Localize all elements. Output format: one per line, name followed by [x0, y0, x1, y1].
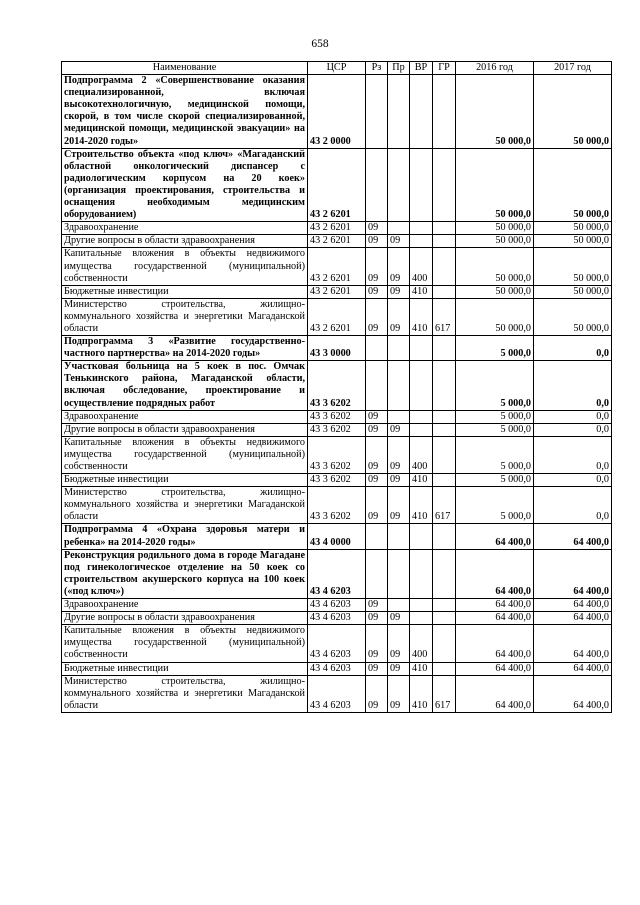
cell-y2017: 50 000,0 — [534, 235, 612, 248]
cell-gr: 617 — [433, 298, 456, 335]
cell-rz: 09 — [366, 612, 388, 625]
cell-y2016: 5 000,0 — [456, 410, 534, 423]
header-vr: ВР — [410, 62, 433, 75]
cell-y2016: 50 000,0 — [456, 285, 534, 298]
table-row — [62, 235, 612, 248]
cell-csr: 43 4 6203 — [308, 549, 366, 598]
table-row — [62, 625, 612, 662]
cell-y2016: 64 400,0 — [456, 524, 534, 549]
cell-csr: 43 2 0000 — [308, 75, 366, 149]
cell-pr — [388, 524, 410, 549]
cell-pr — [388, 410, 410, 423]
cell-csr: 43 4 6203 — [308, 599, 366, 612]
cell-csr: 43 2 6201 — [308, 285, 366, 298]
cell-pr — [388, 148, 410, 222]
cell-y2017: 50 000,0 — [534, 298, 612, 335]
cell-vr — [410, 148, 433, 222]
cell-y2017: 0,0 — [534, 474, 612, 487]
cell-name: Министерство строительства, жилищно-коммунального хозяйства и энергетики Магаданской области — [62, 487, 308, 524]
cell-rz — [366, 549, 388, 598]
cell-rz: 09 — [366, 599, 388, 612]
header-pr: Пр — [388, 62, 410, 75]
cell-pr — [388, 222, 410, 235]
cell-rz: 09 — [366, 410, 388, 423]
cell-csr: 43 3 6202 — [308, 423, 366, 436]
cell-gr — [433, 599, 456, 612]
cell-vr — [410, 336, 433, 361]
cell-vr — [410, 235, 433, 248]
cell-name: Реконструкция родильного дома в городе Магадане под гинекологическое отделение на 50 коек со строительством акушерского корпуса на 100 коек («под ключ») — [62, 549, 308, 598]
cell-y2017: 64 400,0 — [534, 549, 612, 598]
cell-gr — [433, 75, 456, 149]
cell-rz: 09 — [366, 474, 388, 487]
cell-y2016: 5 000,0 — [456, 336, 534, 361]
cell-y2016: 50 000,0 — [456, 222, 534, 235]
cell-y2017: 64 400,0 — [534, 524, 612, 549]
cell-y2016: 5 000,0 — [456, 487, 534, 524]
cell-pr — [388, 75, 410, 149]
cell-y2016: 5 000,0 — [456, 474, 534, 487]
table-row — [62, 336, 612, 361]
table-row — [62, 298, 612, 335]
table-row — [62, 75, 612, 149]
cell-gr — [433, 662, 456, 675]
cell-gr — [433, 423, 456, 436]
cell-name: Здравоохранение — [62, 599, 308, 612]
cell-pr: 09 — [388, 675, 410, 712]
cell-pr: 09 — [388, 625, 410, 662]
cell-y2017: 50 000,0 — [534, 75, 612, 149]
table-row — [62, 675, 612, 712]
cell-y2017: 0,0 — [534, 410, 612, 423]
cell-pr: 09 — [388, 285, 410, 298]
cell-rz — [366, 148, 388, 222]
cell-csr: 43 4 6203 — [308, 612, 366, 625]
cell-y2017: 50 000,0 — [534, 285, 612, 298]
cell-y2016: 64 400,0 — [456, 662, 534, 675]
cell-gr — [433, 285, 456, 298]
cell-csr: 43 4 6203 — [308, 675, 366, 712]
cell-vr — [410, 524, 433, 549]
cell-name: Здравоохранение — [62, 222, 308, 235]
cell-rz: 09 — [366, 298, 388, 335]
cell-csr: 43 3 6202 — [308, 487, 366, 524]
cell-pr — [388, 361, 410, 410]
table-row — [62, 148, 612, 222]
table-row — [62, 423, 612, 436]
cell-y2016: 5 000,0 — [456, 361, 534, 410]
cell-name: Капитальные вложения в объекты недвижимого имущества государственной (муниципальной) собственности — [62, 436, 308, 473]
cell-y2017: 64 400,0 — [534, 612, 612, 625]
table-row — [62, 248, 612, 285]
cell-y2017: 64 400,0 — [534, 599, 612, 612]
cell-rz: 09 — [366, 423, 388, 436]
cell-y2016: 50 000,0 — [456, 248, 534, 285]
cell-rz — [366, 336, 388, 361]
cell-pr: 09 — [388, 474, 410, 487]
cell-y2016: 50 000,0 — [456, 298, 534, 335]
cell-y2017: 0,0 — [534, 487, 612, 524]
cell-vr: 410 — [410, 487, 433, 524]
cell-pr: 09 — [388, 235, 410, 248]
cell-y2017: 0,0 — [534, 336, 612, 361]
cell-y2017: 0,0 — [534, 436, 612, 473]
table-body — [62, 75, 612, 713]
cell-pr: 09 — [388, 436, 410, 473]
cell-csr: 43 4 6203 — [308, 662, 366, 675]
cell-rz: 09 — [366, 487, 388, 524]
cell-gr — [433, 410, 456, 423]
cell-csr: 43 2 6201 — [308, 148, 366, 222]
cell-csr: 43 4 6203 — [308, 625, 366, 662]
cell-name: Капитальные вложения в объекты недвижимого имущества государственной (муниципальной) собственности — [62, 625, 308, 662]
table-header-row — [62, 62, 612, 75]
table-row — [62, 599, 612, 612]
cell-gr — [433, 549, 456, 598]
header-csr: ЦСР — [308, 62, 366, 75]
cell-csr: 43 3 6202 — [308, 361, 366, 410]
cell-vr: 410 — [410, 662, 433, 675]
cell-csr: 43 2 6201 — [308, 235, 366, 248]
cell-name: Министерство строительства, жилищно-коммунального хозяйства и энергетики Магаданской области — [62, 298, 308, 335]
cell-y2016: 64 400,0 — [456, 612, 534, 625]
cell-rz — [366, 75, 388, 149]
cell-vr: 410 — [410, 298, 433, 335]
cell-y2017: 0,0 — [534, 361, 612, 410]
table-row — [62, 612, 612, 625]
cell-gr — [433, 235, 456, 248]
cell-name: Здравоохранение — [62, 410, 308, 423]
cell-y2016: 50 000,0 — [456, 75, 534, 149]
cell-vr: 410 — [410, 285, 433, 298]
cell-name: Подпрограмма 3 «Развитие государственно-частного партнерства» на 2014-2020 годы» — [62, 336, 308, 361]
cell-name: Бюджетные инвестиции — [62, 662, 308, 675]
header-gr: ГР — [433, 62, 456, 75]
cell-gr — [433, 524, 456, 549]
header-2017: 2017 год — [534, 62, 612, 75]
cell-pr — [388, 336, 410, 361]
page-number: 658 — [311, 38, 329, 50]
cell-gr — [433, 222, 456, 235]
table-row — [62, 361, 612, 410]
cell-y2017: 50 000,0 — [534, 222, 612, 235]
cell-name: Подпрограмма 2 «Совершенствование оказания специализированной, включая высокотехнологичную, медицинской помощи, скорой, в том числе скорой специализированной, медицинской помощи, медицинской эвакуации» на 2014-2020 годы» — [62, 75, 308, 149]
cell-rz: 09 — [366, 285, 388, 298]
cell-pr: 09 — [388, 298, 410, 335]
cell-name: Бюджетные инвестиции — [62, 285, 308, 298]
cell-name: Другие вопросы в области здравоохранения — [62, 423, 308, 436]
cell-name: Строительство объекта «под ключ» «Магаданский областной онкологический диспансер с радиологическим корпусом на 20 коек» (организация проектирования, строительства и оснащения необходимым медицинским оборудованием) — [62, 148, 308, 222]
cell-gr — [433, 361, 456, 410]
cell-vr — [410, 599, 433, 612]
table-row — [62, 487, 612, 524]
cell-vr: 410 — [410, 474, 433, 487]
cell-csr: 43 3 6202 — [308, 474, 366, 487]
cell-name: Капитальные вложения в объекты недвижимого имущества государственной (муниципальной) собственности — [62, 248, 308, 285]
cell-vr — [410, 410, 433, 423]
cell-gr: 617 — [433, 675, 456, 712]
cell-y2016: 64 400,0 — [456, 549, 534, 598]
cell-pr: 09 — [388, 248, 410, 285]
cell-y2016: 64 400,0 — [456, 599, 534, 612]
cell-name: Другие вопросы в области здравоохранения — [62, 612, 308, 625]
cell-name: Другие вопросы в области здравоохранения — [62, 235, 308, 248]
cell-y2017: 0,0 — [534, 423, 612, 436]
cell-gr — [433, 625, 456, 662]
cell-rz: 09 — [366, 235, 388, 248]
cell-csr: 43 2 6201 — [308, 222, 366, 235]
cell-gr — [433, 248, 456, 285]
cell-name: Министерство строительства, жилищно-коммунального хозяйства и энергетики Магаданской области — [62, 675, 308, 712]
cell-rz — [366, 524, 388, 549]
cell-rz: 09 — [366, 625, 388, 662]
cell-pr: 09 — [388, 662, 410, 675]
cell-y2017: 64 400,0 — [534, 625, 612, 662]
cell-gr — [433, 474, 456, 487]
cell-y2017: 64 400,0 — [534, 675, 612, 712]
cell-rz: 09 — [366, 436, 388, 473]
cell-vr: 400 — [410, 436, 433, 473]
cell-rz: 09 — [366, 222, 388, 235]
cell-pr: 09 — [388, 487, 410, 524]
table-row — [62, 285, 612, 298]
cell-vr — [410, 612, 433, 625]
cell-name: Участковая больница на 5 коек в пос. Омчак Тенькинского района, Магаданской области, включая обследование, проектирование и осуществление подрядных работ — [62, 361, 308, 410]
cell-gr — [433, 336, 456, 361]
cell-pr: 09 — [388, 423, 410, 436]
cell-y2017: 50 000,0 — [534, 248, 612, 285]
cell-name: Бюджетные инвестиции — [62, 474, 308, 487]
table-row — [62, 524, 612, 549]
cell-y2016: 50 000,0 — [456, 235, 534, 248]
cell-rz: 09 — [366, 662, 388, 675]
cell-y2016: 5 000,0 — [456, 423, 534, 436]
cell-pr — [388, 549, 410, 598]
cell-name: Подпрограмма 4 «Охрана здоровья матери и ребенка» на 2014-2020 годы» — [62, 524, 308, 549]
cell-rz — [366, 361, 388, 410]
table-row — [62, 436, 612, 473]
cell-csr: 43 3 6202 — [308, 436, 366, 473]
cell-csr: 43 3 0000 — [308, 336, 366, 361]
table-row — [62, 662, 612, 675]
cell-vr — [410, 549, 433, 598]
cell-rz: 09 — [366, 675, 388, 712]
cell-csr: 43 3 6202 — [308, 410, 366, 423]
cell-vr — [410, 423, 433, 436]
cell-csr: 43 2 6201 — [308, 248, 366, 285]
cell-gr — [433, 148, 456, 222]
cell-vr — [410, 361, 433, 410]
cell-vr: 400 — [410, 248, 433, 285]
header-name: Наименование — [62, 62, 308, 75]
cell-gr: 617 — [433, 487, 456, 524]
cell-y2017: 64 400,0 — [534, 662, 612, 675]
cell-y2016: 64 400,0 — [456, 625, 534, 662]
cell-gr — [433, 612, 456, 625]
header-2016: 2016 год — [456, 62, 534, 75]
cell-y2016: 5 000,0 — [456, 436, 534, 473]
budget-table — [61, 61, 612, 713]
cell-csr: 43 4 0000 — [308, 524, 366, 549]
table-row — [62, 549, 612, 598]
table-row — [62, 410, 612, 423]
header-rz: Рз — [366, 62, 388, 75]
cell-vr: 400 — [410, 625, 433, 662]
cell-vr — [410, 222, 433, 235]
cell-rz: 09 — [366, 248, 388, 285]
table-row — [62, 222, 612, 235]
cell-vr: 410 — [410, 675, 433, 712]
cell-vr — [410, 75, 433, 149]
cell-y2016: 64 400,0 — [456, 675, 534, 712]
table-row — [62, 474, 612, 487]
cell-csr: 43 2 6201 — [308, 298, 366, 335]
cell-pr — [388, 599, 410, 612]
cell-pr: 09 — [388, 612, 410, 625]
cell-y2017: 50 000,0 — [534, 148, 612, 222]
cell-y2016: 50 000,0 — [456, 148, 534, 222]
cell-gr — [433, 436, 456, 473]
